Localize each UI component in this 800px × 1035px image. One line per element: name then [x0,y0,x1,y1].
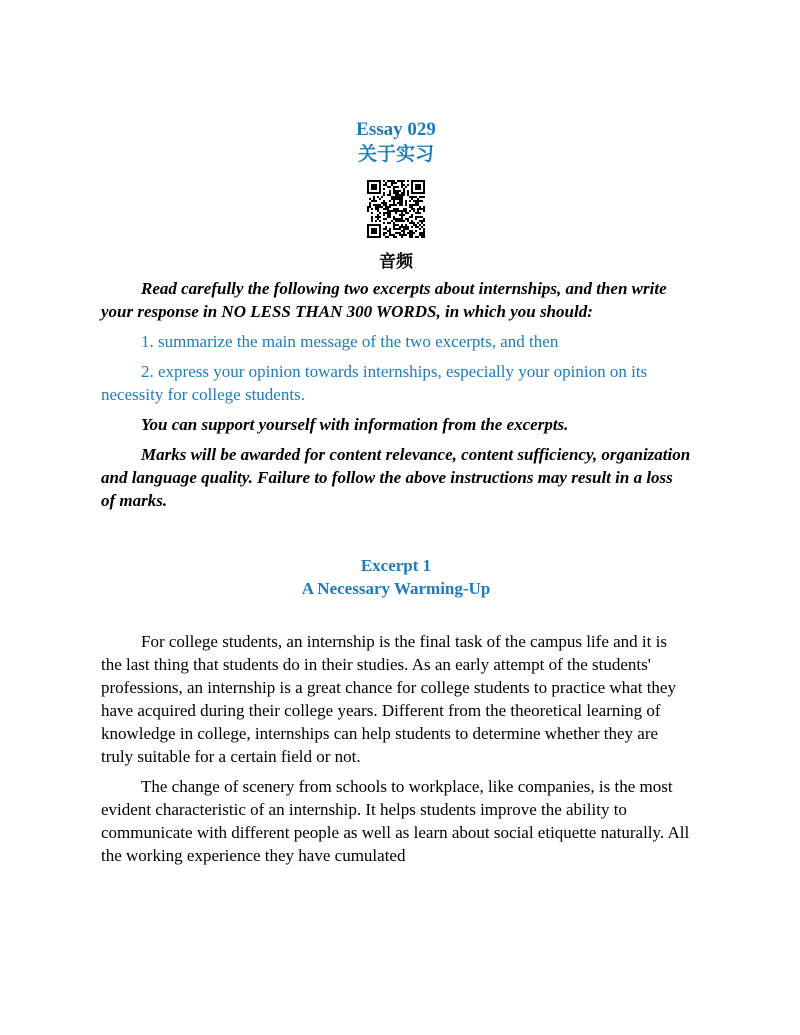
instructions-intro: Read carefully the following two excerpts about internships, and then write your response in NO LESS THAN 300 WORDS, in which you should: [101,279,667,321]
instructions-support: You can support yourself with information from the excerpts. [141,415,569,434]
excerpt-label: Excerpt 1 [360,556,432,575]
audio-label: 音频 [379,252,413,272]
essay-title: Essay 029 [356,119,436,140]
excerpt-paragraph-2: The change of scenery from schools to workplace, like companies, is the most evident characteristic of an internship. It helps students improve the ability to communicate with different people as well as learn about social etiquette naturally. All the working experience they have cumulated [101,777,690,865]
qr-code[interactable] [101,180,691,238]
instruction-item-1: 1. summarize the main message of the two excerpts, and then [141,332,559,351]
document-page [101,118,691,867]
excerpt-paragraph-1: For college students, an internship is the final task of the campus life and it is the last thing that students do in their studies. As an early attempt of the students' professions, an internship is a great chance for college students to practice what they have acquired during their college years. Different from the theoretical learning of knowledge in college, internships can help students to determine whether they are truly suitable for a certain field or not. [101,632,676,766]
instruction-item-2: 2. express your opinion towards internships, especially your opinion on its necessity for college students. [101,362,648,404]
instructions-marks: Marks will be awarded for content relevance, content sufficiency, organization and language quality. Failure to follow the above instructions may result in a loss of marks. [101,445,691,510]
qr-code-icon[interactable] [367,180,425,238]
essay-subtitle: 关于实习 [357,143,434,165]
excerpt-heading: A Necessary Warming-Up [301,579,491,598]
